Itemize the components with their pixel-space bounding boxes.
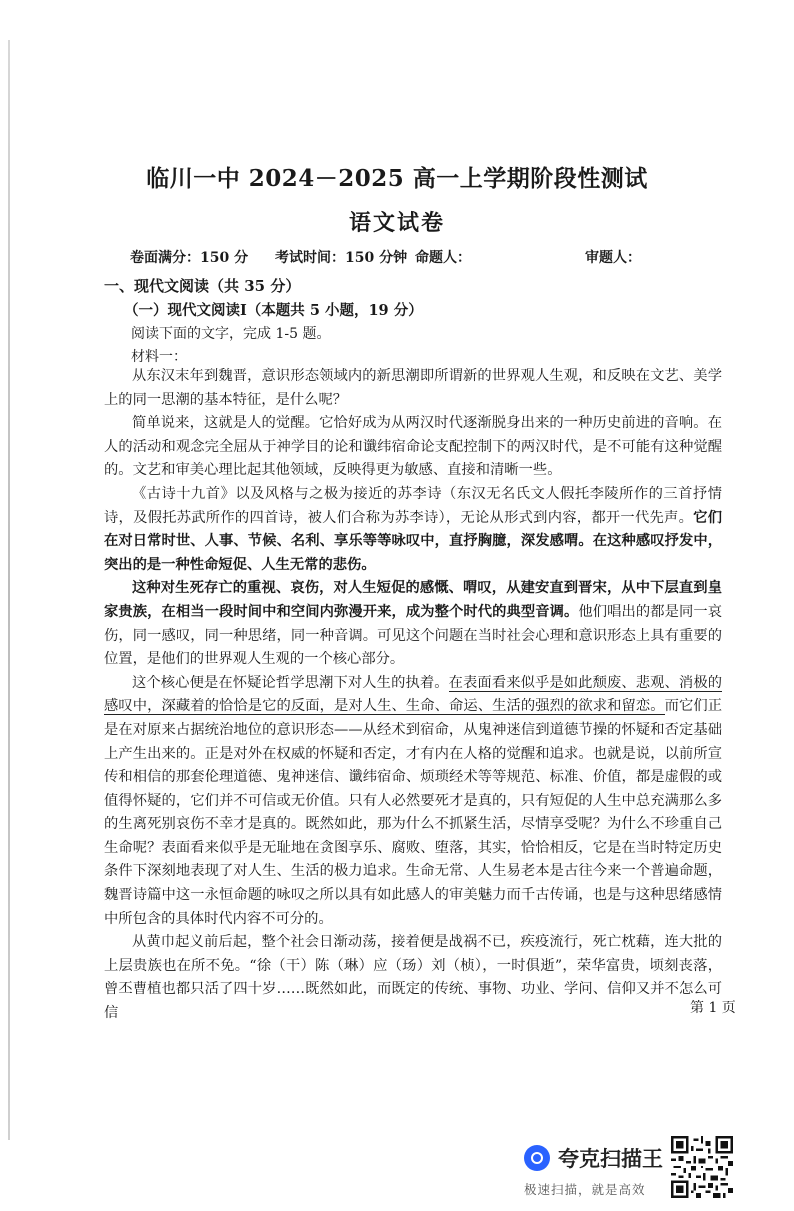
- qr-code-icon: [671, 1136, 733, 1198]
- material-label: 材料一：: [131, 349, 187, 365]
- passage-paragraph-2: 简单说来，这就是人的觉醒。它恰好成为从两汉时代逐渐脱身出来的一种历史前进的音响。在人的活动和观念完全屈从于神学目的论和谶纬宿命论支配控制下的两汉时代，是不可能有这种觉醒的。文艺和审美心理比起其他领域，反映得更为敏感、直接和清晰一些。: [104, 415, 722, 479]
- reading-instruction: 阅读下面的文字，完成 1-5 题。: [131, 326, 331, 342]
- scanner-watermark: [524, 1142, 663, 1174]
- underlined-sentence: 在表面看来似乎是如此颓废、悲观、消极的感叹中，深藏着的恰恰是它的反面，是对人生、生命、命运、生活的强烈的欲求和留恋。: [104, 674, 723, 715]
- section-subheading: （一）现代文阅读Ⅰ（本题共 5 小题，19 分）: [124, 302, 423, 319]
- quark-logo-icon: [524, 1145, 550, 1171]
- section-heading: 一、现代文阅读（共 35 分）: [104, 277, 301, 295]
- exam-title: 临川一中 2024－2025 高一上学期阶段性测试: [146, 165, 648, 192]
- exam-meta-row: [130, 247, 670, 269]
- reviewer: 审题人：: [585, 250, 641, 266]
- scan-edge-shadow: [8, 40, 10, 1140]
- scanner-brand: 夸克扫描王: [558, 1147, 663, 1171]
- paragraph-3-part-1: 《古诗十九首》以及风格与之极为接近的苏李诗（东汉无名氏文人假托李陵所作的三首抒情诗，及假托苏武所作的四首诗，被人们合称为苏李诗），无论从形式到内容，都开一代先声。: [104, 485, 722, 526]
- exam-time: 考试时间：150 分钟: [275, 250, 408, 266]
- paragraph-5-rest: 而它们正是在对原来占据统治地位的意识形态——从经术到宿命，从鬼神迷信到道德节操的怀疑和否定基础上产生出来的。正是对外在权威的怀疑和否定，才有内在人格的觉醒和追求。也就是说，以前所宣传和相信的那套伦理道德、鬼神迷信、谶纬宿命、烦琐经术等等规范、标准、价值，都是虚假的或值得怀疑的，它们并不可信或无价值。只有人必然要死才是真的，只有短促的人生中总充满那么多的生离死别哀伤不幸才是真的。既然如此，那为什么不抓紧生活，尽情享受呢？为什么不珍重自己生命呢？表面看来似乎是无耻地在贪图享乐、腐败、堕落，其实，恰恰相反，它是在当时特定历史条件下深刻地表现了对人生、生活的极力追求。生命无常、人生易老本是古往今来一个普遍命题，魏晋诗篇中这一永恒命题的咏叹之所以具有如此感人的审美魅力而千古传诵，也是与这种思绪感情中所包含的具体时代内容不可分的。: [104, 698, 722, 927]
- passage-paragraph-5: [104, 672, 722, 932]
- scanner-tagline: 极速扫描，就是高效: [524, 1182, 646, 1197]
- passage-paragraph-3: [104, 483, 722, 577]
- full-score: 卷面满分：150 分: [130, 250, 249, 266]
- question-setter: 命题人：: [415, 250, 471, 266]
- passage-paragraph-6: 从黄巾起义前后起，整个社会日渐动荡，接着便是战祸不已，疾疫流行，死亡枕藉，连大批的上层贵族也在所不免。“徐（干）陈（琳）应（玚）刘（桢），一时俱逝”，荣华富贵，顷刻丧落，曾丕曹植也都只活了四十岁……既然如此，而既定的传统、事物、功业、学问、信仰又并不怎么可信: [104, 934, 722, 1022]
- page-number: 第 1 页: [690, 1000, 736, 1016]
- passage-body: [104, 365, 722, 1026]
- passage-paragraph-1: 从东汉末年到魏晋，意识形态领域内的新思潮即所谓新的世界观人生观，和反映在文艺、美学上的同一思潮的基本特征，是什么呢？: [104, 368, 722, 408]
- paragraph-4-part-2: 他们唱出的都是同一哀伤，同一感叹，同一种思绪，同一种音调。可见这个问题在当时社会心理和意识形态上具有重要的位置，是他们的世界观人生观的一个核心部分。: [104, 603, 723, 668]
- passage-paragraph-4: [104, 577, 722, 671]
- paragraph-5-lead: 这个核心便是在怀疑论哲学思潮下对人生的执着。: [132, 674, 449, 691]
- paragraph-3-part-2: 它们在对日常时世、人事、节候、名利、享乐等等咏叹中，直抒胸臆，深发感喟。在这种感叹抒发中，突出的是一种性命短促、人生无常的悲伤。: [104, 509, 722, 573]
- exam-subtitle: 语文试卷: [348, 210, 445, 236]
- paragraph-4-part-1: 这种对生死存亡的重视、哀伤，对人生短促的感慨、喟叹，从建安直到晋宋，从中下层直到皇家贵族，在相当一段时间中和空间内弥漫开来，成为整个时代的典型音调。: [104, 580, 722, 620]
